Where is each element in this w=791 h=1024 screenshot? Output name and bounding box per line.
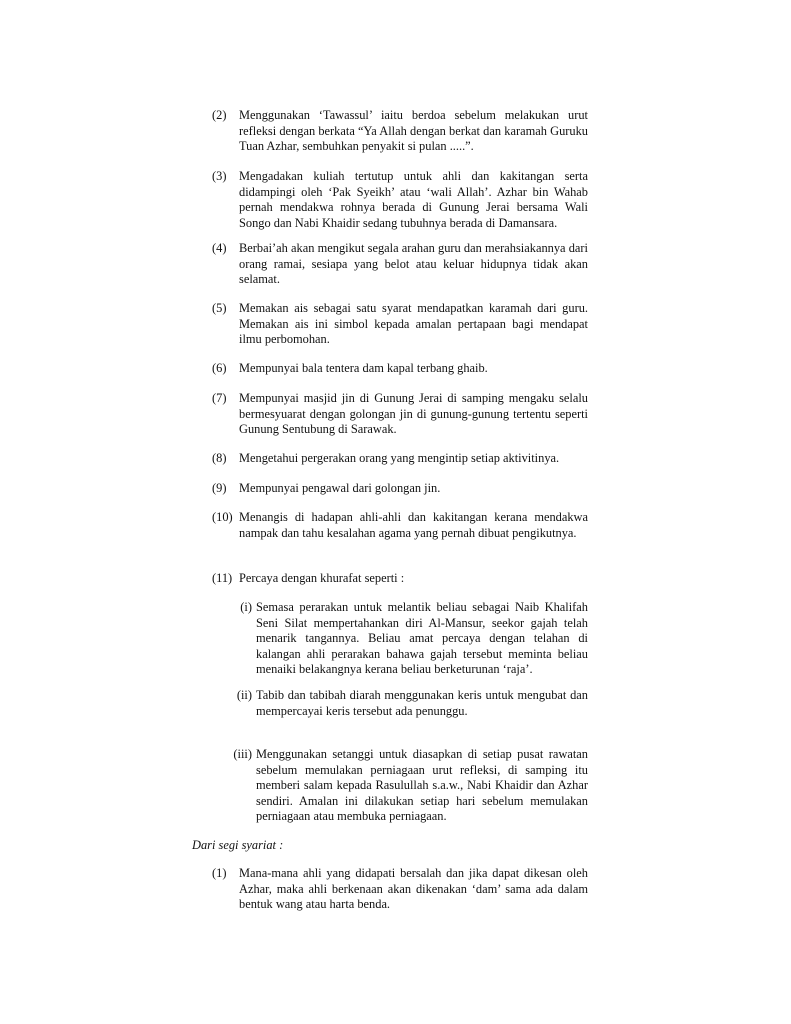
item-text: Mempunyai bala tentera dam kapal terbang ghaib. [239,361,488,375]
list-item [212,451,588,467]
sub-list-item [236,688,588,719]
list-item [212,108,588,155]
list-item [212,391,588,438]
item-text: Menangis di hadapan ahli-ahli dan kakitangan kerana mendakwa nampak dan tahu kesalahan agama yang pernah dibuat pengikutnya. [239,510,588,540]
sub-item-text: Tabib dan tabibah diarah menggunakan keris untuk mengubat dan mempercayai keris tersebut ada penunggu. [256,688,588,718]
item-number: (1) [212,866,227,880]
list-item [212,361,588,377]
item-number: (5) [212,301,227,315]
item-text: Menggunakan ‘Tawassul’ iaitu berdoa sebelum melakukan urut refleksi dengan berkata “Ya Allah dengan berkat dan karamah Guruku Tuan Azhar, sembuhkan penyakit si pulan .....”. [239,108,588,154]
sub-item-text: Menggunakan setanggi untuk diasapkan di setiap pusat rawatan sebelum memulakan perniagaan urut refleksi, di samping itu memberi salam kepada Rasulullah s.a.w., Nabi Khaidir dan Azhar sendiri. Amalan ini dilakukan setiap hari sebelum memulakan perniagaan atau membuka perniagaan. [256,747,588,824]
item-text: Mana-mana ahli yang didapati bersalah dan jika dapat dikesan oleh Azhar, maka ahli berkenaan akan dikenakan ‘dam’ sama ada dalam bentuk wang atau harta benda. [239,866,588,912]
sub-item-number: (ii) [236,688,252,702]
item-number: (8) [212,451,227,465]
list-item [212,571,588,587]
item-number: (10) [212,510,233,524]
list-item [212,169,588,231]
item-number: (4) [212,241,227,255]
list-item [212,301,588,348]
item-text: Mengetahui pergerakan orang yang mengintip setiap aktivitinya. [239,451,560,465]
item-text: Berbai’ah akan mengikut segala arahan guru dan merahsiakannya dari orang ramai, sesiapa yang belot atau keluar hidupnya tidak akan selamat. [239,241,588,287]
item-text: Mempunyai pengawal dari golongan jin. [239,481,441,495]
item-number: (7) [212,391,227,405]
list-item [212,866,588,913]
item-text: Mempunyai masjid jin di Gunung Jerai di samping mengaku selalu bermesyuarat dengan golongan jin di gunung-gunung tertentu seperti Gunung Sentubung di Sarawak. [239,391,588,437]
list-item [212,510,588,541]
sub-item-number: (iii) [233,747,252,761]
item-number: (9) [212,481,227,495]
item-text: Memakan ais sebagai satu syarat mendapatkan karamah dari guru. Memakan ais ini simbol kepada amalan pertapaan bagi mendapat ilmu perbomohan. [239,301,588,347]
section-heading: Dari segi syariat : [192,838,284,852]
sub-item-text: Semasa perarakan untuk melantik beliau sebagai Naib Khalifah Seni Silat mempertahankan diri Al-Mansur, seekor gajah telah menarik tangannya. Beliau amat percaya dengan telahan di kalangan ahli perarakan bahawa gajah tersebut meminta beliau menaiki belakangnya kerana beliau berketurunan ‘raja’. [256,600,588,677]
list-item [212,241,588,288]
item-number: (2) [212,108,227,122]
item-number: (11) [212,571,233,585]
sub-list-item [233,747,588,825]
sub-item-number: (i) [240,600,252,614]
item-text: Mengadakan kuliah tertutup untuk ahli dan kakitangan serta didampingi oleh ‘Pak Syeikh’ atau ‘wali Allah’. Azhar bin Wahab pernah mendakwa rohnya berada di Gunung Jerai bersama Wali Songo dan Nabi Khaidir sedang tubuhnya berada di Damansara. [239,169,588,230]
item-number: (3) [212,169,227,183]
sub-list-item [240,600,588,678]
list-item [212,481,588,497]
item-number: (6) [212,361,227,375]
item-text: Percaya dengan khurafat seperti : [239,571,405,585]
